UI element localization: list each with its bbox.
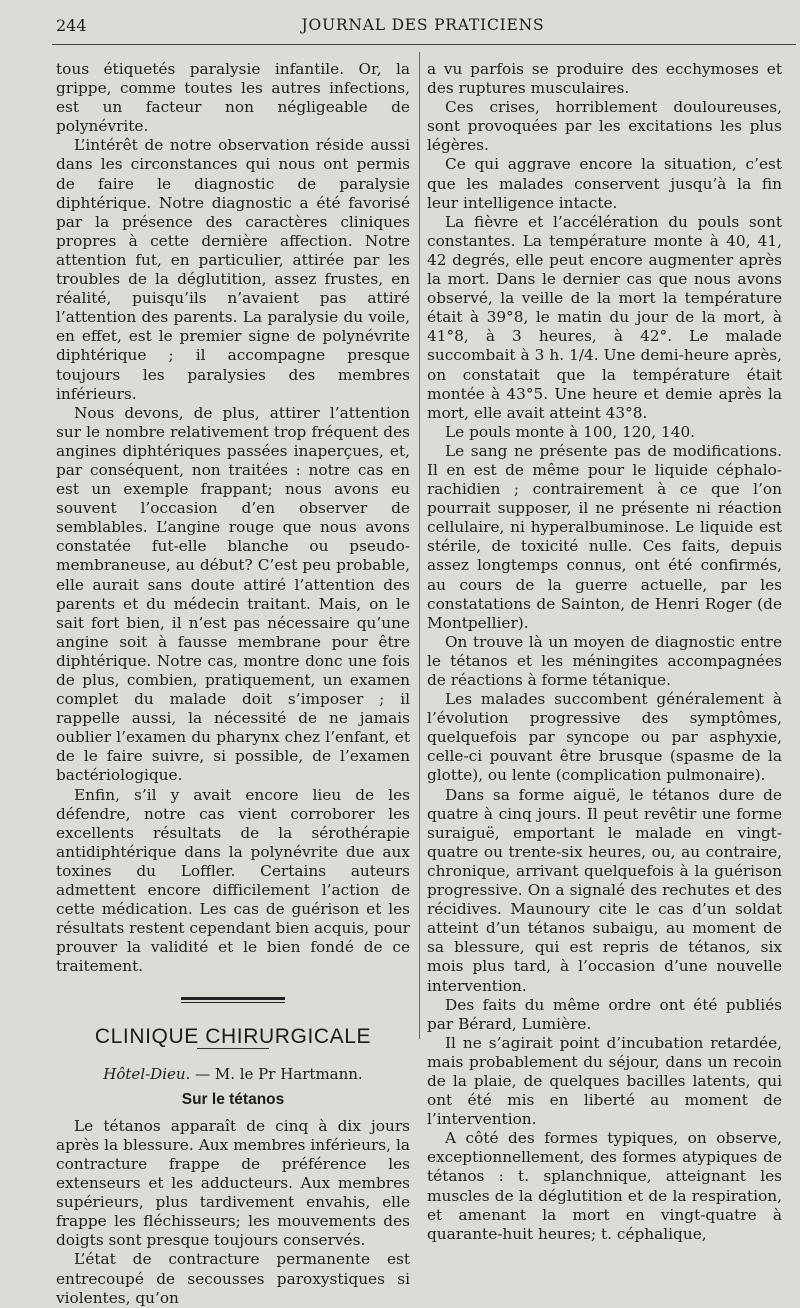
paragraph: Ces crises, horriblement douloureuses, sont provoquées par les excitations les plus légères.	[427, 98, 782, 155]
title-underline	[197, 1048, 269, 1049]
paragraph: Dans sa forme aiguë, le tétanos dure de quatre à cinq jours. Il peut revêtir une forme suraiguë, emportant le malade en vingt-quatre ou trente-six heures, ou, au contraire, chronique, arrivant quelquefois à la guérison progressive. On a signalé des rechutes et des récidives. Maunoury cite le cas d’un soldat atteint d’un tétanos subaigu, au moment de sa blessure, qui est repris de tétanos, six mois plus tard, à l’occasion d’une nouvelle intervention.	[427, 785, 782, 995]
page-header	[56, 16, 790, 42]
running-title: JOURNAL DES PRATICIENS	[301, 16, 545, 34]
paragraph: Le pouls monte à 100, 120, 140.	[445, 422, 696, 441]
section-title: CLINIQUE CHIRURGICALE	[94, 1024, 372, 1048]
paragraph: Le tétanos apparaît de cinq à dix jours après la blessure. Aux membres inférieurs, la contracture frappe de préférence les extenseurs et les adducteurs. Aux membres supérieurs, plus tardivement envahis, elle frappe les fléchisseurs; les mouvements des doigts sont presque toujours conservés.	[56, 1116, 410, 1250]
left-column	[56, 60, 410, 1308]
paragraph: Le sang ne présente pas de modifications. Il en est de même pour le liquide céphalo-rachidien ; contrairement à ce que l’on pourrait supposer, il ne présente ni réaction cellulaire, ni hyperalbuminose. Le liquide est stérile, de toxicité nulle. Ces faits, depuis assez longtemps connus, ont été confirmés, au cours de la guerre actuelle, par les constatations de Sainton, de Henri Roger (de Montpellier).	[427, 441, 782, 632]
right-column	[427, 60, 782, 1244]
byline	[56, 1065, 410, 1084]
byline-author: — M. le Pr Hartmann.	[190, 1064, 363, 1083]
paragraph: La fièvre et l’accélération du pouls sont constantes. La température monte à 40, 41, 42 degrés, elle peut encore augmenter après la mort. Dans le dernier cas que nous avons observé, la veille de la mort la température était à 39°8, le matin du jour de la mort, à 41°8, à 3 heures, à 42°. Le malade succombait à 3 h. 1/4. Une demi-heure après, on constatait que la température était montée à 43°5. Une heure et demie après la mort, elle avait atteint 43°8.	[427, 212, 782, 422]
article-subtitle: Sur le tétanos	[181, 1090, 285, 1108]
paragraph: Les malades succombent généralement à l’évolution progressive des symptômes, quelquefois par syncope ou par asphyxie, celle-ci pouvant être brusque (spasme de la glotte), ou lente (complication pulmonaire).	[427, 690, 782, 785]
paragraph: A côté des formes typiques, on observe, exceptionnellement, des formes atypiques de tétanos : t. splanchnique, atteignant les muscles de la déglutition et de la respiration, et amenant la mort en vingt-quatre à quarante-huit heures; t. céphalique,	[427, 1129, 782, 1243]
paragraph: Il ne s’agirait point d’incubation retardée, mais probablement du séjour, dans un recoin de la plaie, de quelques bacilles latents, qui ont été mis en liberté au moment de l’intervention.	[427, 1033, 782, 1129]
paragraph: tous étiquetés paralysie infantile. Or, la grippe, comme toutes les autres infections, est un facteur non négligeable de polynévrite.	[56, 60, 410, 136]
paragraph: Enfin, s’il y avait encore lieu de les défendre, notre cas vient corroborer les excellents résultats de la sérothérapie antidiphtérique dans la polynévrite due aux toxines du Loffler. Certains auteurs admettent encore difficilement l’action de cette médication. Les cas de guérison et les résultats restent cependant bien acquis, pour prouver la validité et le bien fondé de ce traitement.	[56, 785, 410, 976]
column-divider	[419, 52, 420, 1039]
paragraph: Nous devons, de plus, attirer l’attention sur le nombre relativement trop fréquent des angines diphtériques passées inaperçues, et, par conséquent, non traitées : notre cas en est un exemple frappant; nous avons eu souvent l’occasion d’en observer de semblables. L’angine rouge que nous avons constatée fut-elle blanche ou pseudo-membraneuse, au début? C’est peu probable, elle aurait sans doute attiré l’attention des parents et du médecin traitant. Mais, on le sait fort bien, il n’est pas nécessaire qu’une angine soit à fausse membrane pour être diphtérique. Notre cas, montre donc une fois de plus, combien, pratiquement, un examen complet du malade doit s’imposer ; il rappelle aussi, la nécessité de ne jamais oublier l’examen du pharynx chez l’enfant, et de le faire suivre, si possible, de l’examen bactériologique.	[56, 403, 410, 785]
header-rule	[52, 44, 796, 45]
paragraph: L’état de contracture permanente est entrecoupé de secousses paroxystiques si violentes, qu’on	[56, 1250, 410, 1307]
paragraph: L’intérêt de notre observation réside aussi dans les circonstances qui nous ont permis de faire le diagnostic de paralysie diphtérique. Notre diagnostic a été favorisé par la présence des caractères cliniques propres à cette dernière affection. Notre attention fut, en particulier, attirée par les troubles de la déglutition, assez frustes, en réalité, puisqu’ils n’avaient pas attiré l’attention des parents. La paralysie du voile, en effet, est le premier signe de polynévrite diphtérique ; il accompagne presque toujours les paralysies des membres inférieurs.	[56, 136, 410, 403]
section-separator	[181, 997, 285, 1003]
paragraph: On trouve là un moyen de diagnostic entre le tétanos et les méningites accompagnées de réactions à forme tétanique.	[427, 632, 782, 689]
paragraph: Des faits du même ordre ont été publiés par Bérard, Lumière.	[427, 995, 782, 1033]
paragraph: Ce qui aggrave encore la situation, c’est que les malades conservent jusqu’à la fin leur intelligence intacte.	[427, 155, 782, 212]
paragraph: a vu parfois se produire des ecchymoses et des ruptures musculaires.	[427, 60, 782, 98]
page-number: 244	[56, 16, 87, 35]
byline-place: Hôtel-Dieu.	[103, 1064, 191, 1083]
